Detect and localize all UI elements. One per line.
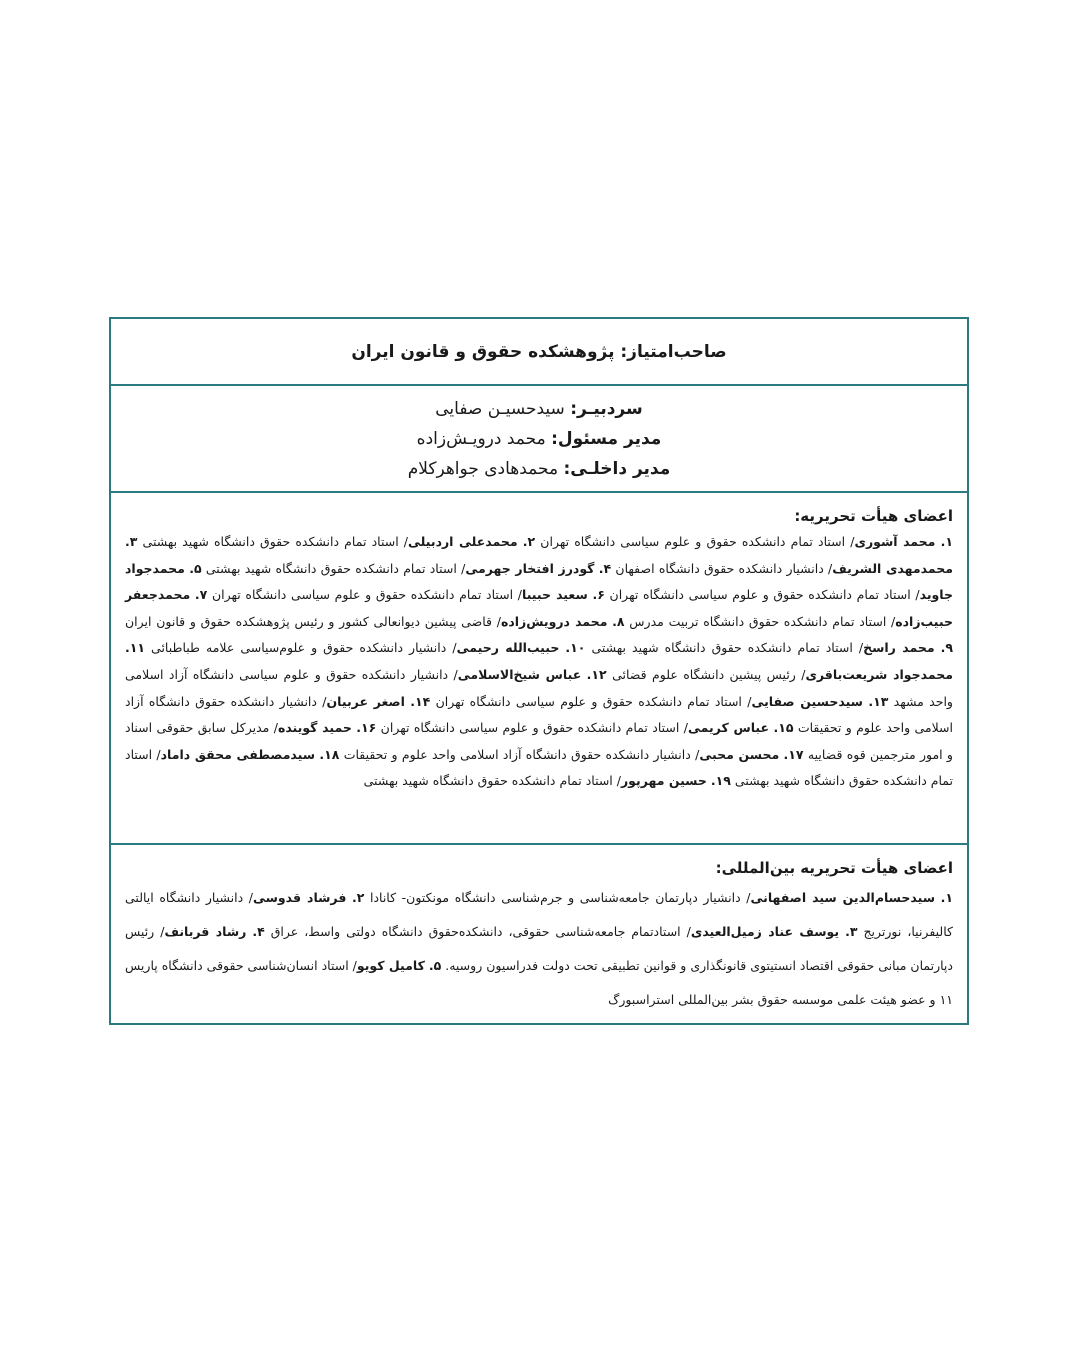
staff-role: مدیر داخلـی: (563, 459, 671, 479)
member-entry: ۵. کامیل کویو/ استاد انسان‌شناسی حقوقی دانشگاه پاریس ۱۱ و عضو هیئت علمی موسسه حقوق بشر بین‌المللی استراسبورگ (125, 958, 953, 1007)
editorial-board-heading: اعضای هیأت تحریریه: (794, 507, 953, 525)
member-affiliation: دانشیار دانشکده حقوق و علوم سیاسی دانشگاه آزاد اسلامی واحد مشهد (125, 666, 953, 709)
member-name: اصغر عربیان (326, 693, 405, 709)
member-entry: ۲. محمدعلی اردبیلی/ استاد تمام دانشکده حقوق دانشگاه شهید بهشتی (142, 534, 536, 549)
member-number: ۱۸. (319, 746, 340, 762)
member-affiliation: استاد تمام دانشکده حقوق و علوم سیاسی دانشگاه تهران (435, 693, 742, 709)
member-number: ۴. (598, 560, 612, 576)
member-entry: ۶. سعید حبیبا/ استاد تمام دانشکده حقوق و علوم سیاسی دانشگاه تهران (211, 587, 605, 603)
member-entry: ۱۴. اصغر عربیان/ دانشیار دانشکده حقوق دانشگاه آزاد اسلامی واحد علوم و تحقیقات (125, 693, 953, 736)
member-entry: ۱۱. محمدجواد شریعت‌باقری/ رئیس پیشین دانشگاه علوم قضائی (125, 640, 953, 682)
member-number: ۱۰. (565, 640, 586, 656)
member-affiliation: دانشیار دانشکده حقوق دانشگاه اصفهان (615, 560, 824, 576)
member-entry: ۱۳. سیدحسین صفایی/ استاد تمام دانشکده حقوق و علوم سیاسی دانشگاه تهران (435, 693, 889, 709)
member-affiliation: استاد تمام دانشکده حقوق و علوم سیاسی دانشگاه تهران (609, 587, 911, 603)
editorial-staff-section (111, 386, 967, 493)
staff-name: محمد درویـش‌زاده (416, 429, 546, 449)
member-entry: ۱۲. عباس شیخ‌الاسلامی/ دانشیار دانشکده حقوق و علوم سیاسی دانشگاه آزاد اسلامی واحد مشهد (125, 666, 953, 709)
member-number: ۴. (252, 924, 265, 939)
member-affiliation: دانشیار دانشکده حقوق دانشگاه آزاد اسلامی واحد علوم و تحقیقات (125, 693, 953, 736)
member-number: ۱. (940, 890, 953, 905)
member-entry: ۱۵. عباس کریمی/ استاد تمام دانشکده حقوق و علوم سیاسی دانشگاه تهران (380, 720, 794, 736)
member-name: محمد راسخ (863, 640, 935, 656)
member-affiliation: استاد تمام دانشکده حقوق دانشگاه شهید بهشتی (363, 773, 613, 789)
editorial-board-list (125, 529, 953, 795)
member-number: ۶. (592, 587, 605, 603)
member-name: سعید حبیبا (522, 587, 588, 603)
member-name: محمدجعفر حبیب‌زاده (125, 587, 953, 629)
member-affiliation: استاد تمام دانشکده حقوق دانشگاه شهید بهشتی (125, 746, 953, 789)
member-name: رشاد قربانف (164, 924, 247, 939)
internal-manager-line (111, 454, 967, 484)
member-entry: ۴. گودرز افتخار جهرمی/ استاد تمام دانشکده حقوق دانشگاه شهید بهشتی (205, 560, 612, 576)
member-affiliation: مدیرکل سابق حقوقی اسناد و امور مترجمین قوه قضاییه (125, 720, 953, 762)
member-affiliation: استاد تمام دانشکده حقوق و علوم سیاسی دانشگاه تهران (380, 720, 680, 736)
member-number: ۵. (428, 958, 442, 973)
member-name: فرشاد قدوسی (252, 890, 347, 905)
member-name: حبیب‌الله رحیمی (456, 640, 560, 656)
member-affiliation: رئیس پیشین دانشگاه علوم قضائی (612, 666, 796, 682)
member-affiliation: استاد تمام دانشکده حقوق دانشگاه شهید بهشتی (142, 534, 399, 549)
member-name: عباس شیخ‌الاسلامی (457, 666, 582, 682)
member-name: محمدجواد جاوید (125, 560, 953, 603)
international-board-heading: اعضای هیأت تحریریه بین‌المللی: (715, 859, 953, 877)
member-number: ۸. (612, 613, 625, 629)
international-board-list (125, 881, 953, 1017)
member-number: ۱۲. (586, 666, 607, 682)
member-name: محمدمهدی الشریف (832, 560, 954, 576)
member-affiliation: دانشیار دانشکده حقوق دانشگاه آزاد اسلامی واحد علوم و تحقیقات (343, 746, 691, 762)
member-entry: ۱۰. حبیب‌الله رحیمی/ دانشیار دانشکده حقوق و علوم‌سیاسی علامه طباطبائی (151, 640, 586, 656)
staff-name: سیدحسیـن صفایی (435, 399, 565, 419)
member-number: ۱۳. (868, 693, 889, 709)
member-number: ۵. (189, 560, 202, 576)
member-name: سیدحسین صفایی (751, 693, 863, 709)
member-entry: ۱۸. سیدمصطفی محقق داماد/ استاد تمام دانشکده حقوق دانشگاه شهید بهشتی (125, 746, 953, 789)
member-number: ۱۶. (356, 720, 377, 736)
member-entry: ۳. محمدمهدی الشریف/ دانشیار دانشکده حقوق دانشگاه اصفهان (125, 534, 954, 576)
member-affiliation: استاد تمام دانشکده حقوق دانشگاه شهید بهشتی (591, 640, 853, 656)
staff-name: محمدهادی جواهرکلام (407, 459, 559, 479)
member-number: ۲. (522, 534, 536, 549)
member-name: حسین مهرپور (620, 773, 707, 789)
editorial-board-section (111, 493, 967, 845)
member-number: ۱. (940, 534, 953, 549)
member-entry: ۸. محمد درویش‌زاده/ قاضی پیشین دیوانعالی کشور و رئیس پژوهشکده حقوق و قانون ایران (125, 613, 625, 629)
staff-role: سردبیـر: (570, 399, 643, 419)
publisher-title: صاحب‌امتیاز: پژوهشکده حقوق و قانون ایران (351, 341, 727, 362)
member-name: محسن محبی (699, 746, 780, 762)
member-number: ۱۱. (125, 640, 146, 656)
member-name: سیدمصطفی محقق داماد (160, 746, 316, 762)
staff-role: مدیر مسئول: (551, 429, 662, 449)
member-number: ۱۹. (710, 773, 731, 789)
member-name: محمدعلی اردبیلی (408, 534, 518, 549)
masthead-box (109, 317, 969, 1025)
member-affiliation: دانشیار دانشگاه ایالتی کالیفرنیا، نورتریج (125, 890, 953, 939)
member-name: محمد آشوری (854, 534, 936, 549)
member-entry: ۵. محمدجواد جاوید/ استاد تمام دانشکده حقوق و علوم سیاسی دانشگاه تهران (125, 560, 953, 603)
member-name: کامیل کویو (356, 958, 425, 973)
member-affiliation: استاد انسان‌شناسی حقوقی دانشگاه پاریس ۱۱ و عضو هیئت علمی موسسه حقوق بشر بین‌المللی استراسبورگ (125, 958, 953, 1007)
member-entry: ۱. سیدحسام‌الدین سید اصفهانی/ دانشیار دپارتمان جامعه‌شناسی و جرم‌شناسی دانشگاه مونکتون- کانادا (369, 890, 953, 905)
member-entry: ۷. محمدجعفر حبیب‌زاده/ استاد تمام دانشکده حقوق دانشگاه تربیت مدرس (125, 587, 953, 629)
member-affiliation: رئیس دپارتمان مبانی حقوقی اقتصاد انستیتوی قانونگذاری و قوانین تطبیقی تحت دولت فدراسیون روسیه. (125, 924, 953, 973)
member-entry: ۴. رشاد قربانف/ رئیس دپارتمان مبانی حقوقی اقتصاد انستیتوی قانونگذاری و قوانین تطبیقی تحت دولت فدراسیون روسیه. (125, 924, 953, 973)
member-affiliation: قاضی پیشین دیوانعالی کشور و رئیس پژوهشکده حقوق و قانون ایران (125, 613, 492, 629)
member-name: حمید گوینده (277, 720, 352, 736)
member-number: ۳. (125, 534, 138, 549)
member-entry: ۱. محمد آشوری/ استاد تمام دانشکده حقوق و علوم سیاسی دانشگاه تهران (540, 534, 953, 549)
member-number: ۱۴. (410, 693, 431, 709)
international-board-section (111, 845, 967, 1017)
member-entry: ۹. محمد راسخ/ استاد تمام دانشکده حقوق دانشگاه شهید بهشتی (591, 640, 954, 656)
member-affiliation: استاد تمام دانشکده حقوق دانشگاه تربیت مدرس (629, 613, 887, 629)
member-entry: ۱۹. حسین مهرپور/ استاد تمام دانشکده حقوق دانشگاه شهید بهشتی (363, 773, 731, 789)
member-entry: ۱۶. حمید گوینده/ مدیرکل سابق حقوقی اسناد و امور مترجمین قوه قضاییه (125, 720, 953, 762)
member-affiliation: دانشیار دپارتمان جامعه‌شناسی و جرم‌شناسی دانشگاه مونکتون- کانادا (369, 890, 741, 905)
member-name: محمد درویش‌زاده (500, 613, 608, 629)
member-affiliation: استاد تمام دانشکده حقوق و علوم سیاسی دانشگاه تهران (211, 587, 514, 603)
member-entry: ۳. یوسف عناد زمیل‌العیدی/ استادتمام جامعه‌شناسی حقوقی، دانشکده‌حقوق دانشگاه دولتی واسط، عراق (270, 924, 858, 939)
editor-in-chief-line (111, 394, 967, 424)
member-number: ۱۷. (783, 746, 804, 762)
member-name: عباس کریمی (687, 720, 770, 736)
member-affiliation: استاد تمام دانشکده حقوق دانشگاه شهید بهشتی (205, 560, 457, 576)
managing-director-line (111, 424, 967, 454)
member-number: ۳. (845, 924, 858, 939)
member-name: یوسف عناد زمیل‌العیدی (690, 924, 840, 939)
member-number: ۲. (352, 890, 365, 905)
member-affiliation: استاد تمام دانشکده حقوق و علوم سیاسی دانشگاه تهران (540, 534, 846, 549)
member-affiliation: استادتمام جامعه‌شناسی حقوقی، دانشکده‌حقوق دانشگاه دولتی واسط، عراق (270, 924, 681, 939)
member-affiliation: دانشیار دانشکده حقوق و علوم‌سیاسی علامه طباطبائی (151, 640, 447, 656)
member-number: ۹. (940, 640, 954, 656)
member-entry: ۱۷. محسن محبی/ دانشیار دانشکده حقوق دانشگاه آزاد اسلامی واحد علوم و تحقیقات (343, 746, 804, 762)
member-name: محمدجواد شریعت‌باقری (805, 666, 953, 682)
member-number: ۱۵. (773, 720, 794, 736)
member-name: سیدحسام‌الدین سید اصفهانی (750, 890, 936, 905)
member-number: ۷. (194, 587, 208, 603)
member-name: گودرز افتخار جهرمی (465, 560, 595, 576)
member-entry: ۲. فرشاد قدوسی/ دانشیار دانشگاه ایالتی کالیفرنیا، نورتریج (125, 890, 953, 939)
publisher-section (111, 319, 967, 386)
